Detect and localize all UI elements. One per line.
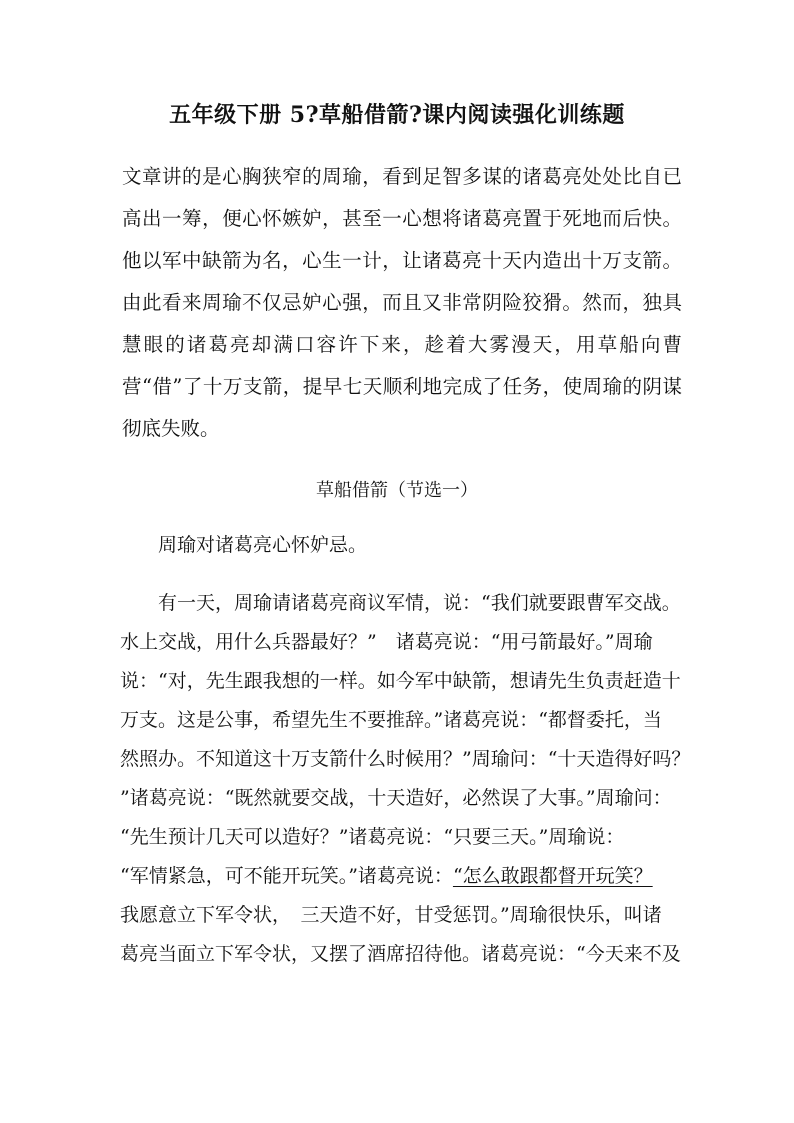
- passage-line-3: 说：“对，先生跟我想的一样。如今军中缺箭，想请先生负责赶造十: [120, 670, 681, 692]
- document-title: 五年级下册 5?草船借箭?课内阅读强化训练题: [169, 102, 625, 128]
- underlined-quote: “怎么敢跟都督开玩笑？: [452, 865, 653, 887]
- passage-line-6: ”诸葛亮说：“既然就要交战，十天造好，必然误了大事。”周瑜问：: [120, 787, 672, 809]
- passage-line-5: 然照办。不知道这十万支箭什么时候用？”周瑜问：“十天造得好吗？: [120, 748, 691, 770]
- passage-line-10: 葛亮当面立下军令状，又摆了酒席招待他。诸葛亮说：“今天来不及: [120, 943, 681, 965]
- intro-paragraph: 文章讲的是心胸狭窄的周瑜，看到足智多谋的诸葛亮处处比自已高出一筹，便心怀嫉妒，甚至一心想将诸葛亮置于死地而后快。他以军中缺箭为名，心生一计，让诸葛亮十天内造出十万支箭。由此看来周瑜不仅忌妒心强，而且又非常阴险狡猾。然而，独具慧眼的诸葛亮却满口容许下来，趁着大雾漫天，用草船向曹营“借”了十万支箭，提早七天顺利地完成了任务，使周瑜的阴谋彻底失败。: [122, 165, 682, 440]
- passage-line-8-text: “军情紧急，可不能开玩笑。”诸葛亮说：: [120, 865, 453, 887]
- passage-line-2: 水上交战，用什么兵器最好？” 诸葛亮说：“用弓箭最好。”周瑜: [120, 631, 653, 653]
- passage-line-7: “先生预计几天可以造好？”诸葛亮说：“只要三天。”周瑜说：: [120, 826, 625, 848]
- passage-paragraph-1: 周瑜对诸葛亮心怀妒忌。: [158, 534, 368, 556]
- passage-line-4: 万支。这是公事，希望先生不要推辞。”诸葛亮说：“都督委托，当: [120, 709, 662, 731]
- passage-title: 草船借箭（节选一）: [316, 480, 478, 501]
- passage-line-9: 我愿意立下军令状， 三天造不好，甘受惩罚。”周瑜很快乐，叫诸: [120, 904, 662, 926]
- passage-line-1: 有一天，周瑜请诸葛亮商议军情，说：“我们就要跟曹军交战。: [158, 592, 681, 614]
- passage-line-8: [120, 863, 653, 889]
